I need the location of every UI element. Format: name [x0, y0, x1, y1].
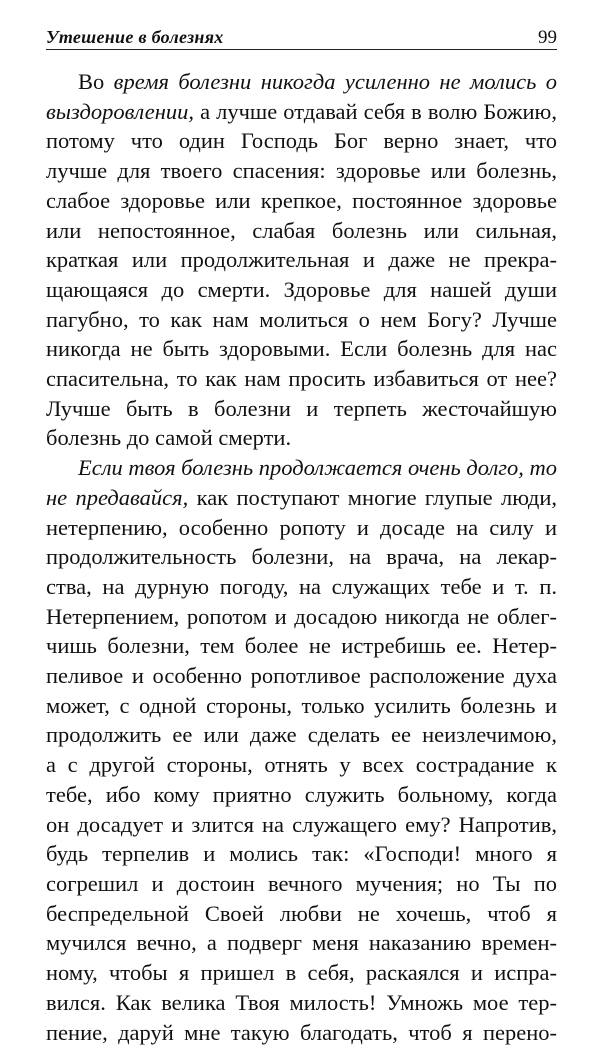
- text-run: может, с одной стороны, только усилить болезнь и: [46, 693, 557, 718]
- text-line: [46, 126, 557, 156]
- text-line: [46, 305, 557, 335]
- text-run: вился. Как велика Твоя милость! Умножь мое тер-: [46, 990, 557, 1015]
- text-run: пение, даруй мне такую благодать, чтоб я перено-: [46, 1020, 557, 1045]
- text-run: слабое здоровье или крепкое, постоянное здоровье: [46, 188, 557, 213]
- text-run: ному, чтобы я пришел в себя, раскаялся и испра-: [46, 960, 557, 985]
- text-run: или непостоянное, слабая болезнь или сильная,: [46, 218, 557, 243]
- text-run: мучился вечно, а подверг меня наказанию времен-: [46, 930, 557, 955]
- text-line: [46, 542, 557, 572]
- page-number: 99: [538, 27, 557, 49]
- text-run: Лучше быть в болезни и терпеть жесточайшую: [46, 396, 557, 421]
- text-line: [46, 691, 557, 721]
- text-run: ства, на дурную погоду, на служащих тебе и т. п.: [46, 574, 557, 599]
- text-run: продолжительность болезни, на врача, на лекар-: [46, 544, 557, 569]
- text-run: чишь болезни, тем более не истребишь ее. Нетер-: [46, 633, 557, 658]
- paragraph: [46, 67, 557, 453]
- text-line: [46, 631, 557, 661]
- emphasized-text: время болезни никогда усиленно не молись о: [114, 69, 557, 94]
- text-run: он досадует и злится на служащего ему? Напротив,: [46, 812, 557, 837]
- text-run: щающаяся до смерти. Здоровье для нашей души: [46, 277, 557, 302]
- text-line: [46, 275, 557, 305]
- text-line: [46, 780, 557, 810]
- text-line: [46, 216, 557, 246]
- text-line: [46, 67, 557, 97]
- text-line: [46, 572, 557, 602]
- text-run: нетерпению, особенно ропоту и досаде на силу и: [46, 515, 557, 540]
- text-line: [46, 720, 557, 750]
- text-line: [46, 1018, 557, 1047]
- running-header: [46, 27, 557, 50]
- text-line: [46, 661, 557, 691]
- text-line: [46, 869, 557, 899]
- emphasized-text: выздоровлении,: [46, 99, 194, 124]
- running-title: Утешение в болезнях: [46, 27, 224, 48]
- text-line: [46, 750, 557, 780]
- text-line: [46, 334, 557, 364]
- text-run: тебе, ибо кому приятно служить больному, когда: [46, 782, 557, 807]
- text-line: [46, 483, 557, 513]
- text-line: [46, 364, 557, 394]
- text-line: [46, 245, 557, 275]
- text-run: пеливое и особенно ропотливое расположение духа: [46, 663, 557, 688]
- emphasized-text: не предавайся,: [46, 485, 188, 510]
- text-run: беспредельной Своей любви не хочешь, чтоб я: [46, 901, 557, 926]
- text-line: [46, 899, 557, 929]
- text-line: [46, 186, 557, 216]
- text-run: будь терпелив и молись так: «Господи! много я: [46, 841, 557, 866]
- text-run: Во: [78, 69, 114, 94]
- text-line: [46, 958, 557, 988]
- text-line: [46, 156, 557, 186]
- text-run: а с другой стороны, отнять у всех сострадание к: [46, 752, 557, 777]
- text-line: [46, 928, 557, 958]
- text-run: как поступают многие глупые люди,: [188, 485, 557, 510]
- text-run: краткая или продолжительная и даже не прекра-: [46, 247, 557, 272]
- text-run: лучше для твоего спасения: здоровье или болезнь,: [46, 158, 557, 183]
- text-run: а лучше отдавай себя в волю Божию,: [194, 99, 557, 124]
- text-line: [46, 513, 557, 543]
- text-line: [46, 839, 557, 869]
- text-line: [46, 97, 557, 127]
- text-line: [46, 602, 557, 632]
- text-run: Нетерпением, ропотом и досадою никогда не облег-: [46, 604, 557, 629]
- text-run: болезнь до самой смерти.: [46, 425, 291, 450]
- text-run: продолжить ее или даже сделать ее неизлечимою,: [46, 722, 557, 747]
- text-run: никогда не быть здоровыми. Если болезнь для нас: [46, 336, 557, 361]
- text-line: [46, 423, 557, 453]
- paragraph: [46, 453, 557, 1047]
- text-run: спасительна, то как нам просить избавиться от нее?: [46, 366, 557, 391]
- text-line: [46, 453, 557, 483]
- text-line: [46, 810, 557, 840]
- text-line: [46, 988, 557, 1018]
- text-run: согрешил и достоин вечного мучения; но Ты по: [46, 871, 557, 896]
- body-text: [46, 67, 557, 1047]
- text-run: потому что один Господь Бог верно знает, что: [46, 128, 557, 153]
- text-line: [46, 394, 557, 424]
- emphasized-text: Если твоя болезнь продолжается очень долго, то: [78, 455, 557, 480]
- text-run: пагубно, то как нам молиться о нем Богу? Лучше: [46, 307, 557, 332]
